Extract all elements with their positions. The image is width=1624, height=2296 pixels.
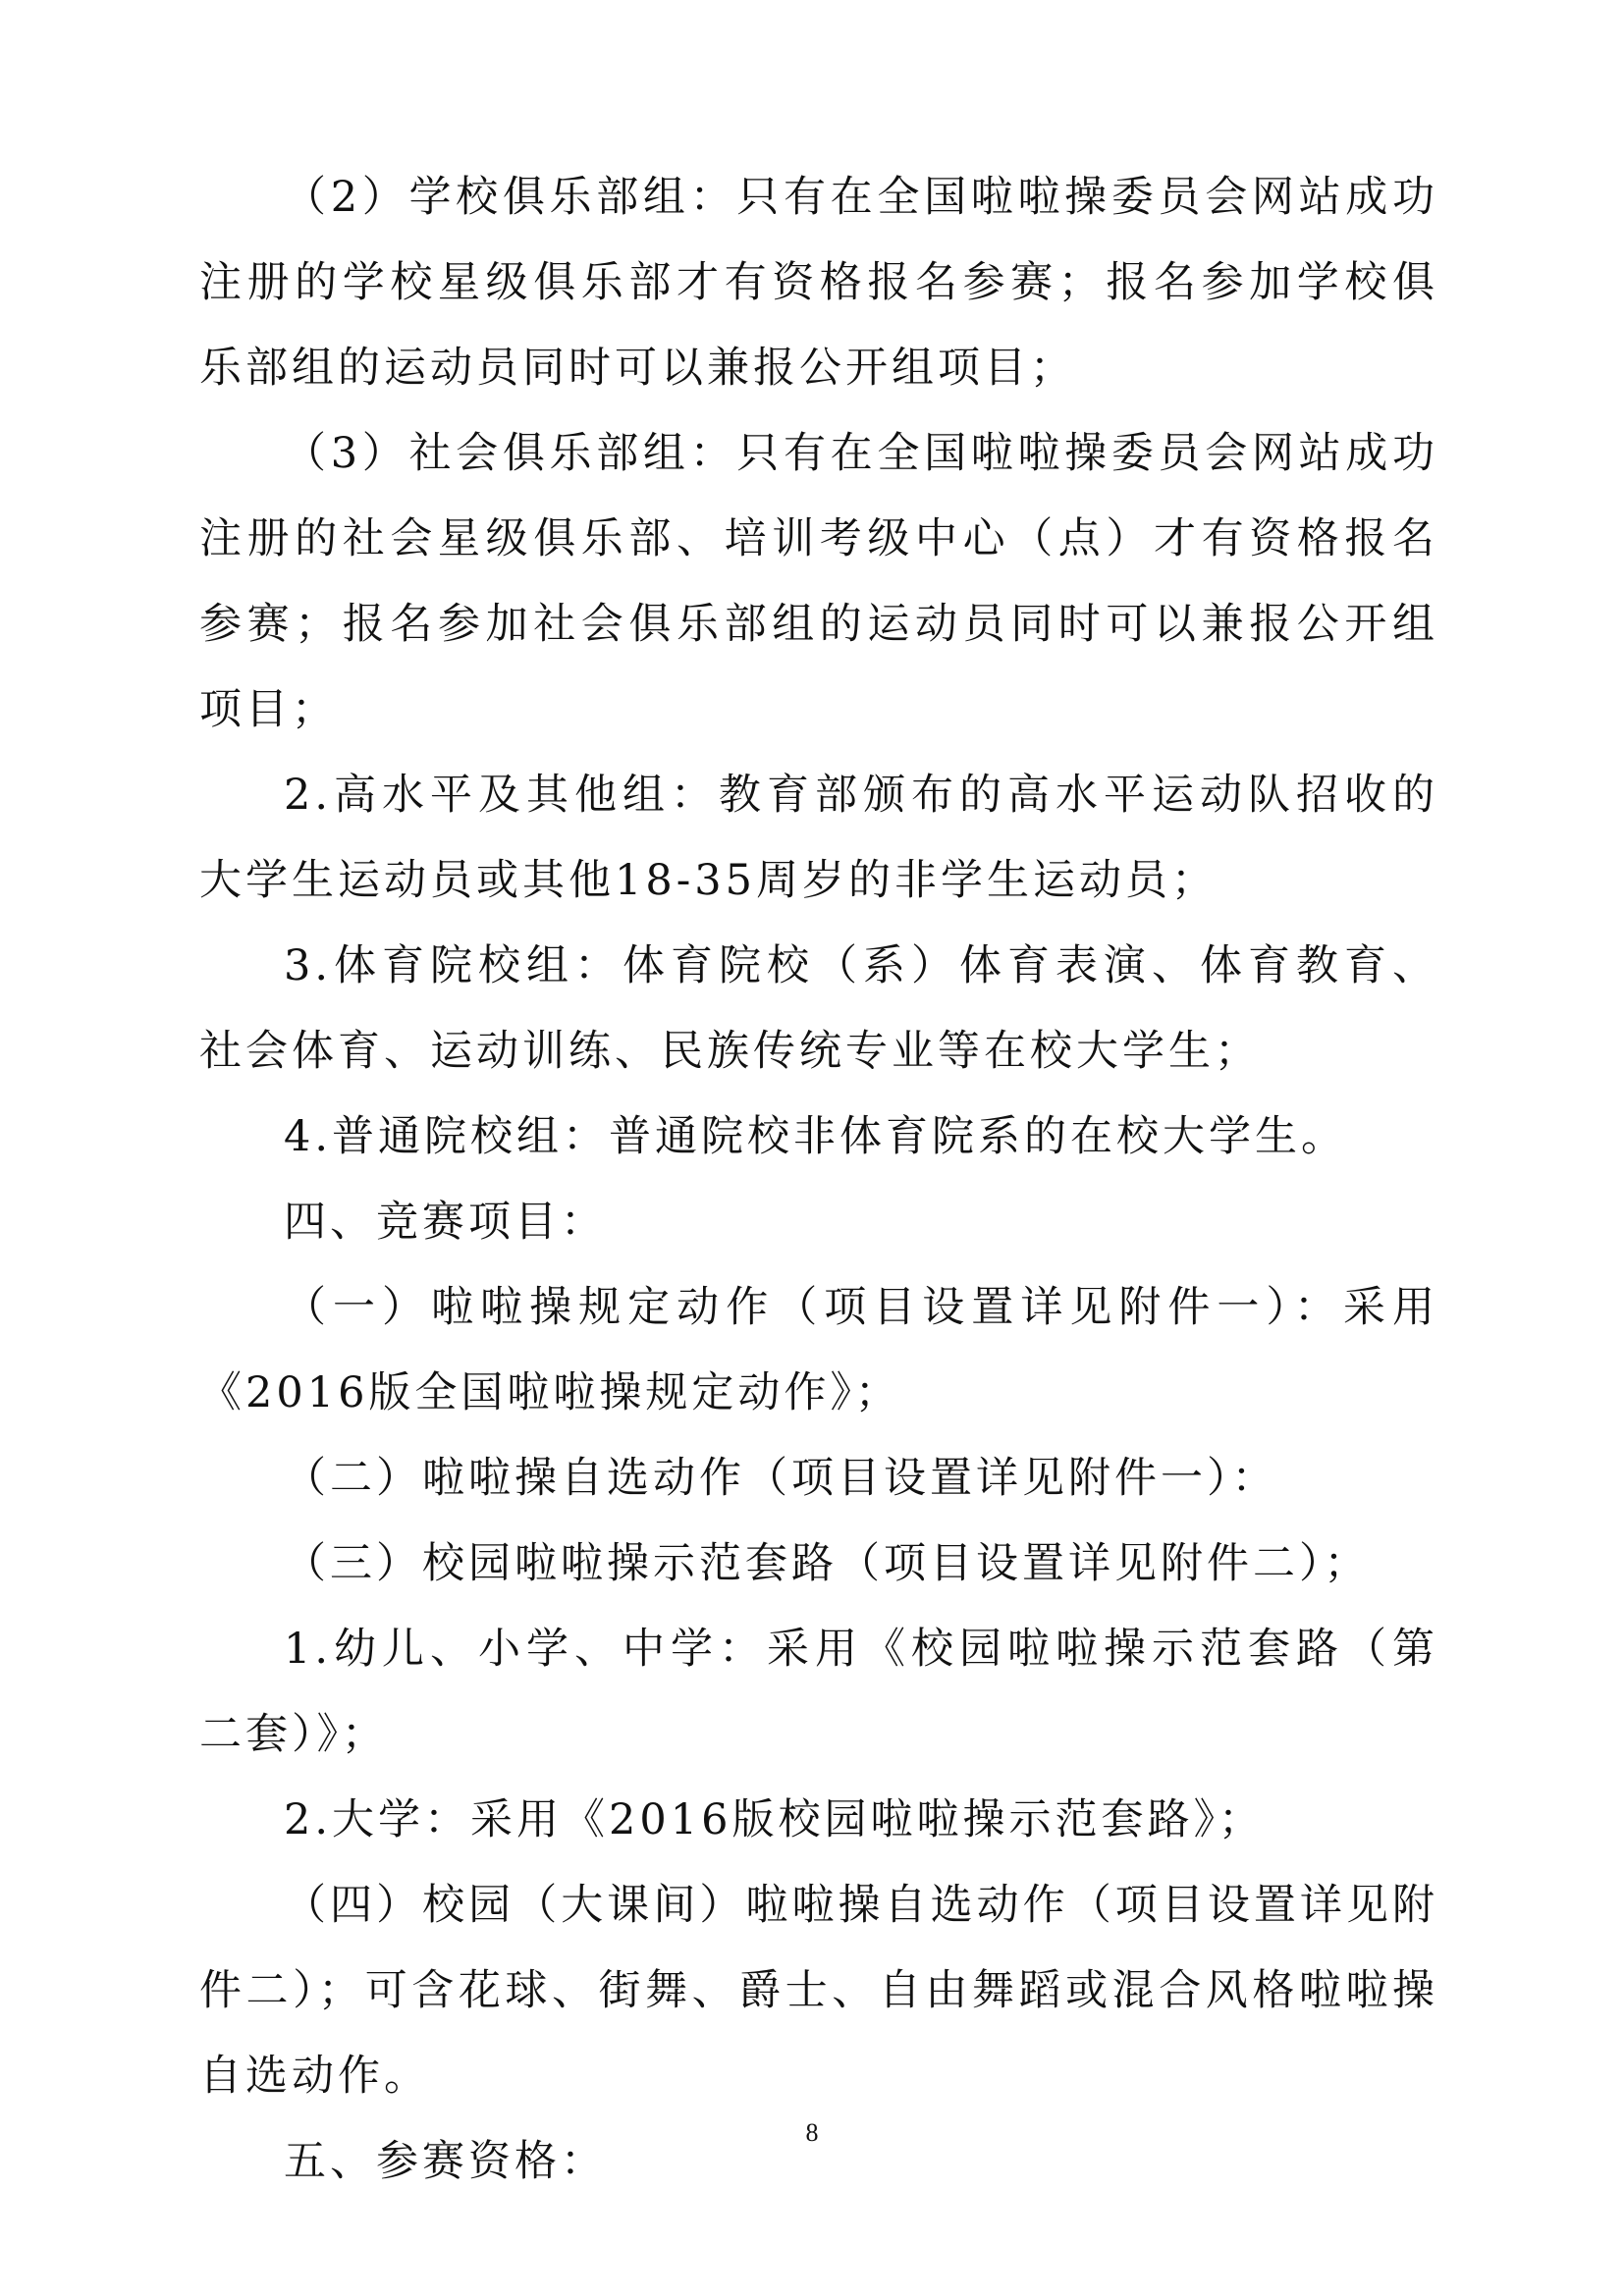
paragraph-event-4: （四）校园（大课间）啦啦操自选动作（项目设置详见附件二）；可含花球、街舞、爵士、自由舞蹈或混合风格啦啦操自选动作。 <box>199 1881 1438 2101</box>
paragraph-school-club-group: （2）学校俱乐部组：只有在全国啦啦操委员会网站成功注册的学校星级俱乐部才有资格报名参赛；报名参加学校俱乐部组的运动员同时可以兼报公开组项目； <box>199 173 1438 393</box>
section-heading-competition-events: 四、竞赛项目： <box>284 1198 607 1247</box>
paragraph-event-1: （一）啦啦操规定动作（项目设置详见附件一）：采用《2016版全国啦啦操规定动作》； <box>199 1283 1438 1417</box>
paragraph-event-3-item-1: 1.幼儿、小学、中学：采用《校园啦啦操示范套路（第二套）》； <box>199 1625 1438 1759</box>
section-heading-eligibility: 五、参赛资格： <box>284 2137 607 2186</box>
paragraph-event-3: （三）校园啦啦操示范套路（项目设置详见附件二）； <box>284 1539 1371 1588</box>
paragraph-regular-college-group: 4.普通院校组：普通院校非体育院系的在校大学生。 <box>284 1112 1348 1161</box>
paragraph-social-club-group: （3）社会俱乐部组：只有在全国啦啦操委员会网站成功注册的社会星级俱乐部、培训考级中心（点）才有资格报名参赛；报名参加社会俱乐部组的运动员同时可以兼报公开组项目； <box>199 429 1438 734</box>
paragraph-event-3-item-2: 2.大学：采用《2016版校园啦啦操示范套路》； <box>284 1795 1265 1844</box>
page-number: 8 <box>805 2118 819 2147</box>
paragraph-sports-college-group: 3.体育院校组：体育院校（系）体育表演、体育教育、社会体育、运动训练、民族传统专业等在校大学生； <box>199 941 1438 1076</box>
paragraph-high-level-group: 2.高水平及其他组：教育部颁布的高水平运动队招收的大学生运动员或其他18-35周岁的非学生运动员； <box>199 771 1438 905</box>
paragraph-event-2: （二）啦啦操自选动作（项目设置详见附件一）： <box>284 1454 1278 1503</box>
body-text <box>199 155 1438 2205</box>
